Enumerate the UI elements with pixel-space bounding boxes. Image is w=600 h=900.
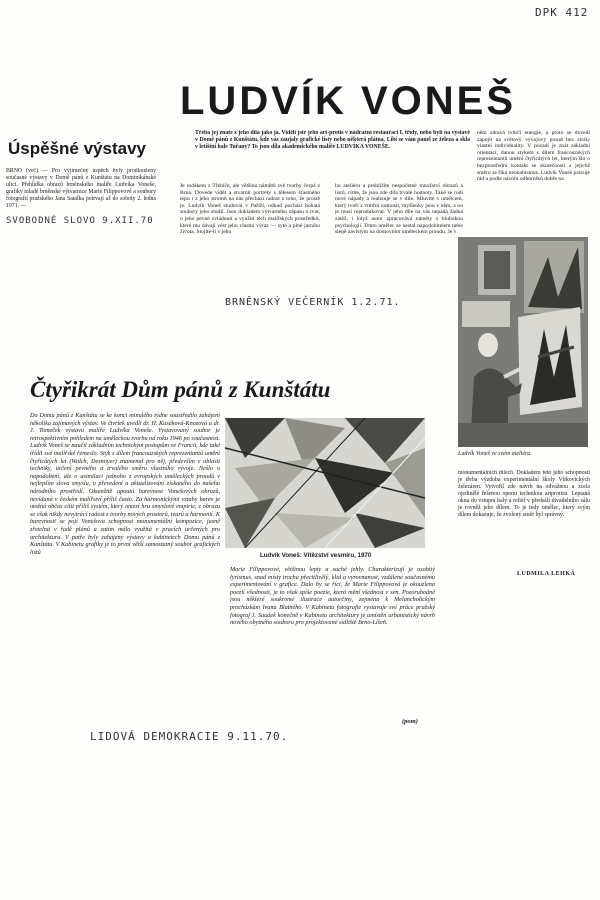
clipping-ctyrikrat-dum-panu xyxy=(30,378,450,758)
clipping3-signature: (pom) xyxy=(402,718,418,725)
clipping3-column-right: Marie Filippovové, většinou lepty a suché jehly. Charakterizují je osobitý lyrismus, snad místy trochu přecitlivělý, klid a vyrovnanost, vzdálené současnému experimentování v grafice. Dalo by se říci, že Marie Filippovová je okouzlena poezií všednosti, je to však spíše poezie, která mění všednost v sen. Pozoruhodné jsou některé soukromé ilustrace autorčiny, zejména k Melancholickým procházkám Ivana Blatného. V Kabinetu fotografie vystavuje své práce pražský fotograf J. Saudek konečně v Kabinetu architektury je umístěn urbanistický návrh nového obytného souboru pro projektované sídliště Brno-Líšeň. xyxy=(230,566,435,627)
artist-studio-photo xyxy=(458,237,588,447)
clipping2-headline: LUDVÍK VONEŠ xyxy=(180,79,517,123)
abstract-artwork-illustration xyxy=(225,418,425,548)
clipping2-column-b: ho ateliéru a prohlížíte nespočetné množství obrazů a listů, cítíte, že jsou zde díla trvalé hodnoty. Také se rodí nové nápady a realizuje se v díle. Mluvíte s umělcem, který tvoří z vnitřní nutnosti, myšlenky jsou v něm, a on je musí reprodukovat. V jeho díle na vás nepadá žádná zátěž, i když autor zpracovává náměty s hlubokou psychologií. Tento umělec se nestal napodobitelem nebo slepě závislým na domovním uměleckém proudu. Je v xyxy=(335,183,463,236)
artwork-vitezstvi-vesmiru xyxy=(225,418,425,548)
clipping-uspesne-vystavy xyxy=(6,140,166,305)
clipping1-source: SVOBODNÉ SLOVO 9.XII.70 xyxy=(6,216,154,226)
clipping2-column-a: Je rodákem z Třebíče, ale většinu námětů své tvorby čerpá z Brna. Dovede vidět a stvárnit portréty s tělesem šťastného tepu i z jeho stromů na nás přechází radost z toho, že prostě je. Ludvík Voneš studoval v Paříži, odkud pochází bohatá soubory jeho studií. Jsou dokladem výtvarného zápasu o tvar, o jeho pevné zvládnutí a využití těch malířských prostředků, které mu dávají vést jeho vlastní výraz — syté a plné jarního života. Stojíte-li v jeho xyxy=(180,183,320,236)
clipping3-headline: Čtyřikrát Dům pánů z Kunštátu xyxy=(30,377,331,402)
clipping3-column-left: Do Domu pánů z Kunštátu se ke konci minulého týdne soustředilo zahájení několika zajímavých výstav. Ve čtvrtek uvedli dr. H. Kusáková-Knozová a dr. J. Tomeček výstavu malíře Ludvíka Voneše. Vystavovaný soubor je retrospektivním pohledem na uměleckou tvorbu od roku 1946 po současnost. Ludvík Voneš se naučil základním technickým postupům ve Francii, kde také třídil své malířské řemeslo. Styk s dílem francouzských reprezentantů umění čtyřicátých let (Walch, Desnoyer) znamenal pro něj, především v oblasti techniky, určení pevného a trvalého směru vlastního vývoje. Nešlo o napodobení, ale o asimilaci jednoho z evropských uměleckých proudů v nejlepším slova smyslu, o převedení a aktualizování získaného do našeho národního prostředí. Okamžitě upoutá barevnost Vonešových obrazů, nevídaná v českém malířství příliš často. Za harmonickými vztahy barev je možná občas cítit příliš systém, který omezí hru smyslové empirie, z obrazu se však nikdy nevytrácí radost z tvorby nových prostorů, tvarů a harmonií. K barevnosti se pojí Vonešova schopnost monumentální kompozice, jasně zřetelná v řadě plánů a zatím málo využitá v pracích určených pro architekturu. V patře byly zahájeny výstavy a kabinetech Domu pánů z Kunštátu. V Kabinetu grafiky je to první větší samostatný soubor grafických listů xyxy=(30,412,220,556)
clipping1-body: BRNO (več) — Pro výjimečný úspěch byly prodlouženy současné výstavy v Domě pánů z Kunštátu na Dominikánské ulici. Přehlídka obrazů brněnského malíře Ludvíka Voneše, grafiky mladé brněnské výtvarnice Marie Filippovové a soubory fotografií pražského Jana Saudka potrvají až do soboty 2. ledna 1971. — xyxy=(6,168,156,209)
artist-photo-caption: Ludvík Voneš ve svém ateliéru. xyxy=(458,451,532,457)
clipping2-column-c: něm zdravá tvůrčí energie, a proto se dovedl zapojit na světový vývojový proud bez ztráty vlastní individuality. V pozadí je znát základní orientaci, danou stykem s dílem francouzských reprezentantů umění čtyřicátých let, kterým šlo o bezprostřední kontakt se skutečností a jejichž směru se říká neonabismus. Ludvík Voneš pracuje rád a podle názoru odborníků dobře na xyxy=(477,130,590,183)
clipping2-source: BRNĚNSKÝ VEČERNÍK 1.2.71. xyxy=(225,297,401,308)
archive-mark: DPK 412 xyxy=(535,6,589,19)
clipping1-headline: Úspěšné výstavy xyxy=(8,139,146,158)
clipping2-column-d: monumentálních dílech. Dokladem této jeho schopnosti je třeba výzdoba experimentální školy Vítkovických železáren. Vytvořil zde návrh na odvážnou a zcela ojedinělé řešenou oponu technikou artprotisu. Leptaná okna do vstupní haly a reliéf v předsálí divadelního sálu je rovněž jeho dílem. To je tedy umělec, který svým dílem dokazuje, že zvolený směr byl správný. xyxy=(458,470,590,518)
artist-studio-illustration xyxy=(458,237,588,447)
clipping2-author: LUDMILA LEHKÁ xyxy=(517,571,576,577)
clipping3-source: LIDOVÁ DEMOKRACIE 9.11.70. xyxy=(90,730,289,743)
clipping2-lead: Třeba jej znáte z jeho díla jako já. Viděli jste jeho art-protis v nádražní restauraci I. třídy, nebo byli na výstavě v Domě pánů z Kunštátu, kde vás zaujaly grafické listy nebo některá plátna. Líbí se vám panel ze železa a skla v letištní hale Tuřany? To jsou díla akademického malíře LUDVÍKA VONEŠE. xyxy=(195,130,470,150)
artwork-caption: Ludvík Voneš: Vítězství vesmíru, 1970 xyxy=(260,552,372,559)
